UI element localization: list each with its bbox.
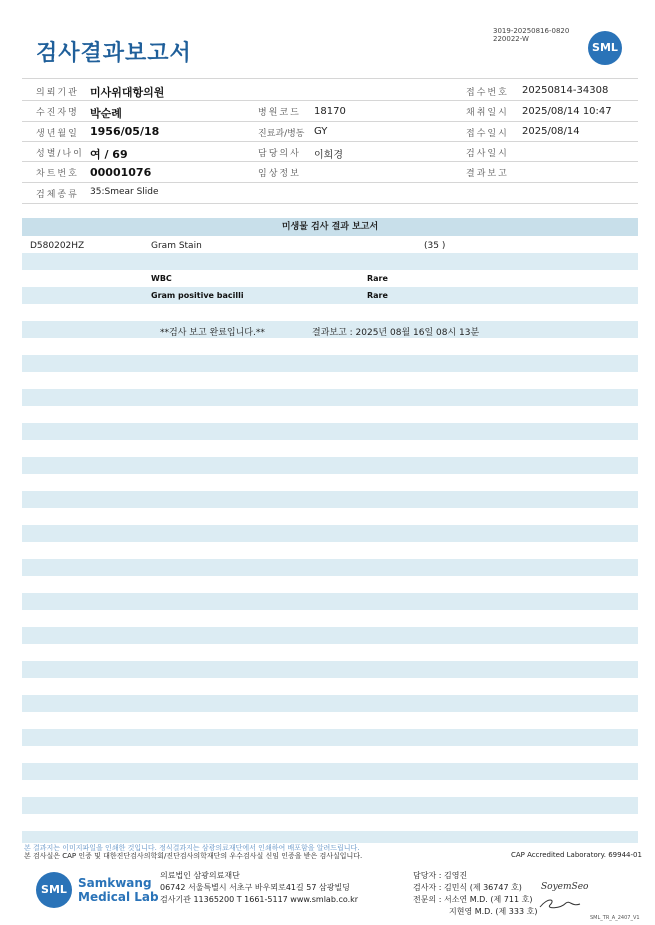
row-stripe <box>22 763 638 780</box>
patient-label: 수진자명 <box>36 108 79 118</box>
brand-line2: Medical Lab <box>78 890 159 904</box>
requester-value: 미사위대항의원 <box>90 86 165 99</box>
row-stripe <box>22 457 638 474</box>
signature: SoyemSeo <box>541 882 589 892</box>
doctor-value: 이희경 <box>314 150 343 161</box>
result-name: WBC <box>151 274 172 283</box>
org-info <box>160 870 358 906</box>
collect-time-label: 채취일시 <box>466 108 509 118</box>
result-name: Gram positive bacilli <box>151 291 244 300</box>
row-stripe <box>22 423 638 440</box>
staff-manager: 담당자 : 김영진 <box>413 871 468 880</box>
test-num: (35 ) <box>424 241 446 251</box>
row-stripe <box>22 661 638 678</box>
sml-logo-icon: SML <box>36 872 72 908</box>
chart-no-value: 00001076 <box>90 166 152 179</box>
document-id-line1: 3019-20250816-0820 <box>493 27 570 35</box>
test-code: D580202HZ <box>30 241 85 251</box>
specimen-label: 검체종류 <box>36 190 79 200</box>
row-stripe <box>22 287 638 304</box>
receipt-no-value: 20250814-34308 <box>522 85 609 96</box>
staff-specialist: 전문의 : 서소연 M.D. (제 711 호) <box>413 895 533 904</box>
hospital-code-value: 18170 <box>314 106 346 117</box>
report-title: 검사결과보고서 <box>36 41 192 66</box>
cap-accredited: CAP Accredited Laboratory. 69944-01 <box>511 851 642 859</box>
receipt-date-value: 2025/08/14 <box>522 126 580 137</box>
chart-no-label: 차트번호 <box>36 169 79 179</box>
dob-label: 생년월일 <box>36 129 79 139</box>
patient-value: 박순례 <box>90 107 122 120</box>
row-stripe <box>22 627 638 644</box>
brand-name <box>78 876 159 904</box>
divider <box>22 182 638 183</box>
brand-line1: Samkwang <box>78 876 152 890</box>
row-stripe <box>22 797 638 814</box>
divider <box>22 78 638 79</box>
document-id-line2: 220022-W <box>493 35 529 43</box>
row-stripe <box>22 593 638 610</box>
sex-age-label: 성별/나이 <box>36 149 84 159</box>
org-address: 06742 서울특별시 서초구 바우뫼로41길 57 삼광빌딩 <box>160 883 350 892</box>
requester-label: 의뢰기관 <box>36 88 79 98</box>
exam-date-label: 검사일시 <box>466 149 509 159</box>
result-report-label: 결과보고 <box>466 169 509 179</box>
row-stripe <box>22 729 638 746</box>
test-name: Gram Stain <box>151 241 202 251</box>
org-name: 의료법인 삼광의료재단 <box>160 871 240 880</box>
form-code: SML_TR_A_2407_V1 <box>590 915 640 921</box>
divider <box>22 121 638 122</box>
result-value: Rare <box>367 274 388 283</box>
row-stripe <box>22 831 638 843</box>
staff-examiner: 검사자 : 김민식 (제 36747 호) <box>413 883 522 892</box>
complete-message: **검사 보고 완료입니다.** <box>160 328 265 338</box>
row-stripe <box>22 389 638 406</box>
row-stripe <box>22 491 638 508</box>
org-contact: 검사기관 11365200 T 1661-5117 www.smlab.co.kr <box>160 895 359 904</box>
document-id <box>493 27 569 43</box>
row-stripe <box>22 253 638 270</box>
divider <box>22 203 638 204</box>
notice-image: 본 결과지는 이미지파일을 인쇄한 것입니다. 정식결과지는 삼광의료재단에서 인쇄하여 배포함을 알려드립니다. <box>24 844 360 852</box>
dob-value: 1956/05/18 <box>90 125 160 138</box>
row-stripe <box>22 525 638 542</box>
staff-info <box>413 870 537 918</box>
result-value: Rare <box>367 291 388 300</box>
signature-scribble <box>538 895 583 913</box>
collect-time-value: 2025/08/14 10:47 <box>522 106 612 117</box>
row-stripe <box>22 695 638 712</box>
hospital-code-label: 병원코드 <box>258 108 301 118</box>
section-title: 미생물 검사 결과 보고서 <box>22 218 638 236</box>
row-stripe <box>22 355 638 372</box>
dept-label: 진료과/병동 <box>258 129 305 139</box>
row-stripe <box>22 559 638 576</box>
receipt-no-label: 접수번호 <box>466 88 509 98</box>
report-time: 결과보고 : 2025년 08월 16일 08시 13분 <box>312 328 480 338</box>
sml-logo-icon: SML <box>588 31 622 65</box>
staff-specialist2: 지현영 M.D. (제 333 호) <box>449 907 538 916</box>
sex-age-value: 여 / 69 <box>90 148 128 161</box>
divider <box>22 141 638 142</box>
receipt-date-label: 접수일시 <box>466 129 509 139</box>
clinical-label: 임상정보 <box>258 169 301 179</box>
dept-value: GY <box>314 126 328 137</box>
divider <box>22 100 638 101</box>
notice-cap: 본 검사실은 CAP 인증 및 대한진단검사의학회/진단검사의학재단의 우수검사실 신임 인증을 받은 검사실입니다. <box>24 852 363 860</box>
specimen-value: 35:Smear Slide <box>90 187 159 197</box>
doctor-label: 담당의사 <box>258 149 301 159</box>
